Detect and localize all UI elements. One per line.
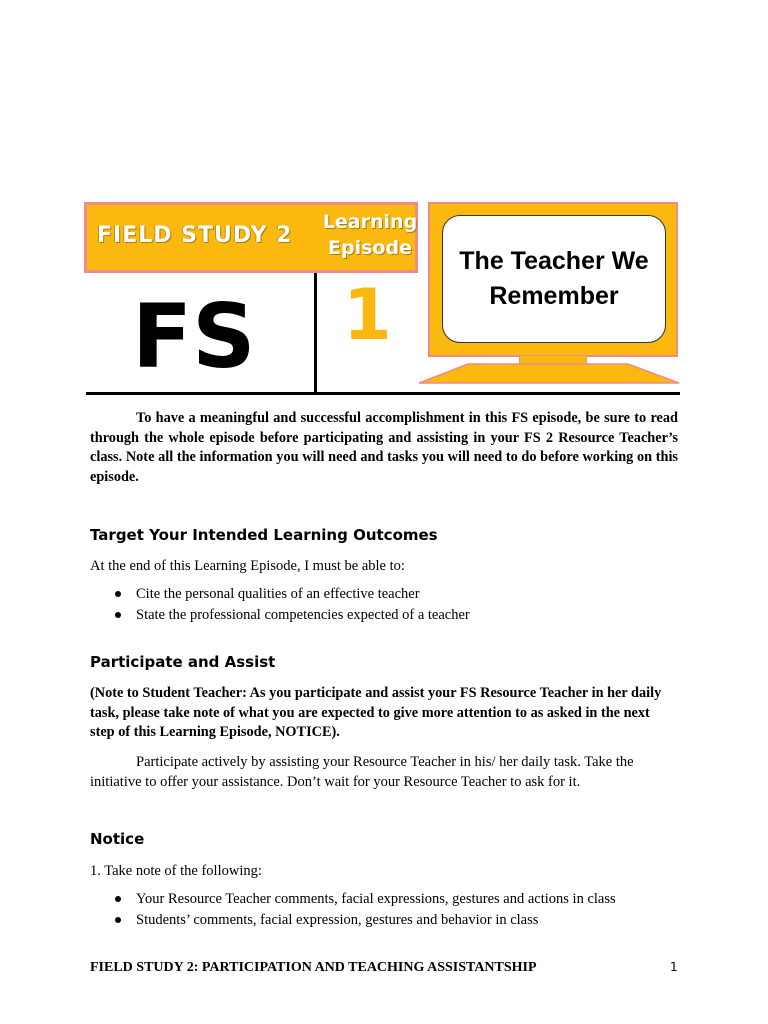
list-item: State the professional competencies expected of a teacher (90, 605, 470, 626)
list-item: Your Resource Teacher comments, facial expressions, gestures and actions in class (90, 889, 616, 910)
notice-heading: Notice (90, 830, 145, 848)
page-number: 1 (670, 960, 678, 974)
episode-number: 1 (343, 274, 392, 356)
field-study-banner (84, 202, 418, 273)
outcomes-list (90, 584, 470, 625)
monitor-screen (442, 215, 666, 343)
participate-paragraph: Participate actively by assisting your Resource Teacher in his/ her daily task. Take the initiative to offer your assistance. Don’t wait for your Resource Teacher to ask for it. (90, 754, 634, 790)
footer-title: FIELD STUDY 2: PARTICIPATION AND TEACHING ASSISTANTSHIP (90, 960, 537, 975)
banner-subtitle: Learning Episode (322, 211, 418, 259)
outcomes-lead: At the end of this Learning Episode, I must be able to: (90, 558, 405, 574)
monitor-graphic (428, 202, 678, 357)
student-teacher-note: (Note to Student Teacher: As you participate and assist your FS Resource Teacher in her daily task, please take note of what you are expected to give more attention to as asked in the next step of this Learning Episode, NOTICE). (90, 685, 662, 740)
notice-list (90, 889, 616, 930)
header-vertical-divider (314, 273, 317, 393)
outcomes-heading: Target Your Intended Learning Outcomes (90, 526, 438, 544)
episode-title: The Teacher We Remember (459, 247, 649, 310)
header-horizontal-divider (86, 392, 680, 395)
notice-lead: 1. Take note of the following: (90, 863, 262, 879)
banner-title: FIELD STUDY 2 (97, 223, 293, 248)
intro-paragraph: To have a meaningful and successful accomplishment in this FS episode, be sure to read through the whole episode before participating and assisting in your FS 2 Resource Teacher’s class. Note all the information you will need and tasks you will need to do before working on this episode. (90, 410, 678, 485)
monitor-base (418, 363, 680, 385)
participate-heading: Participate and Assist (90, 653, 276, 671)
fs-label: FS (132, 285, 256, 388)
list-item: Cite the personal qualities of an effective teacher (90, 584, 470, 605)
list-item: Students’ comments, facial expression, gestures and behavior in class (90, 910, 616, 931)
